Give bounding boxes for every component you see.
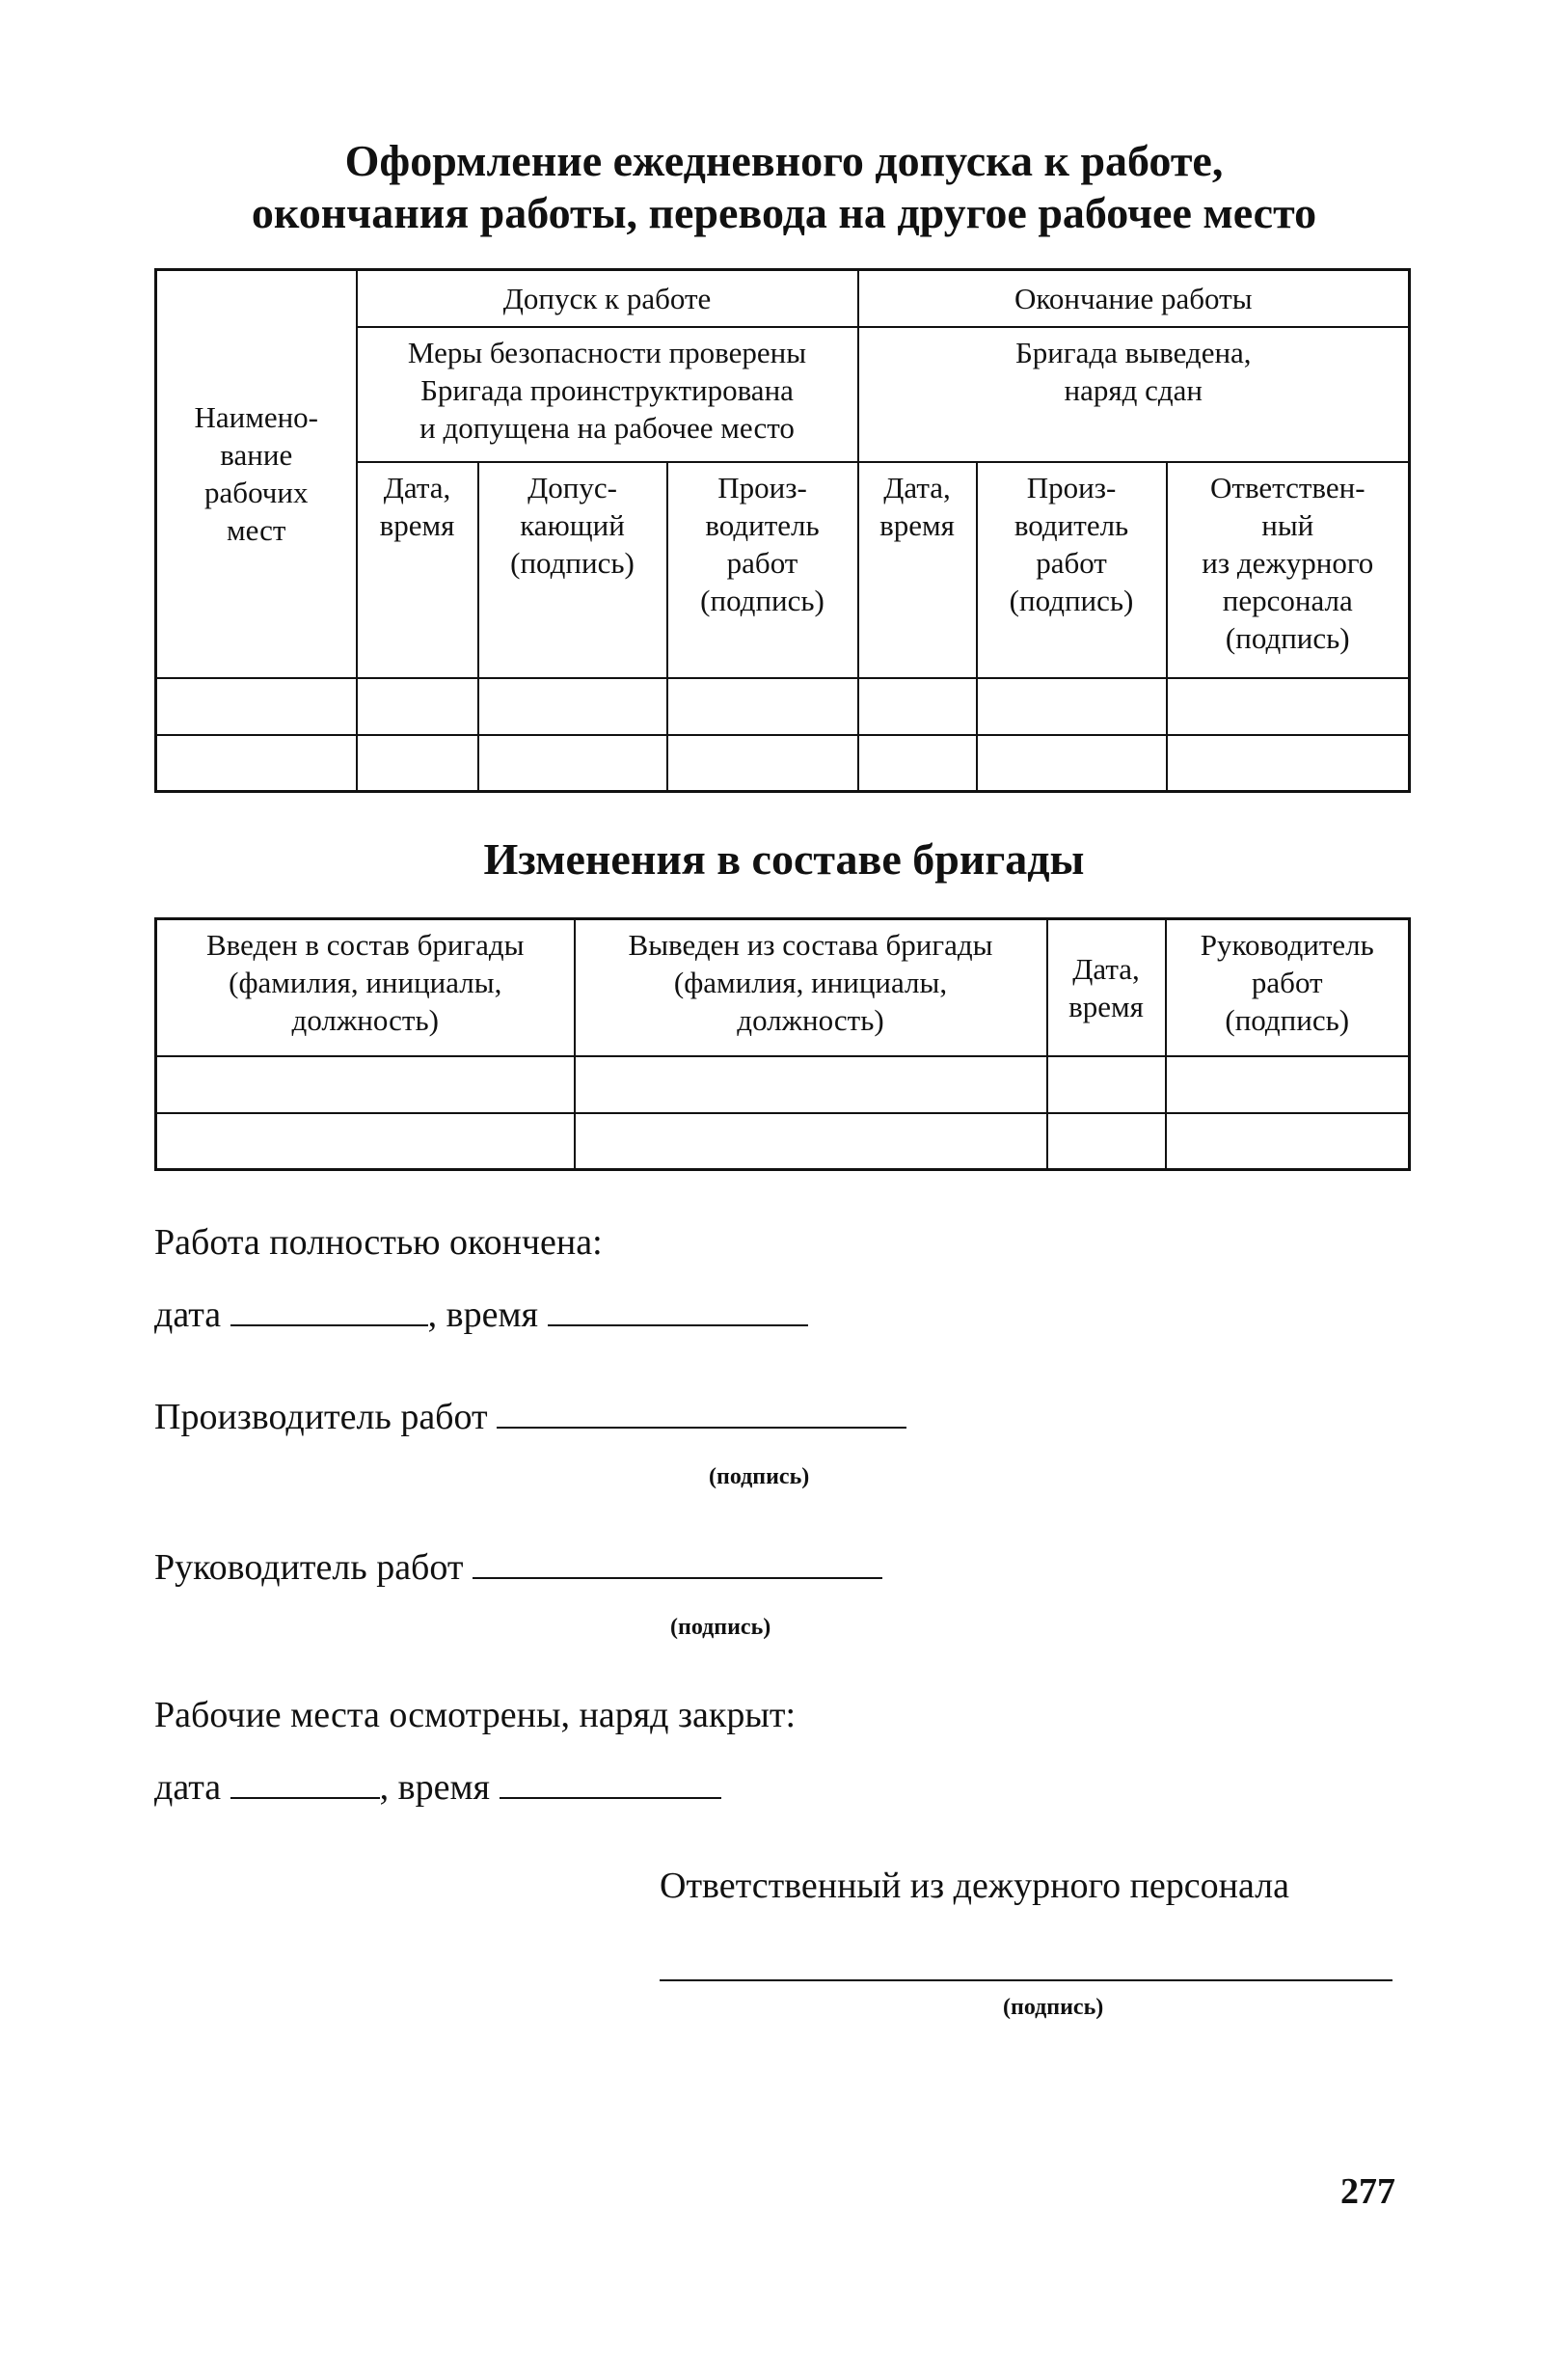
- cell[interactable]: [977, 678, 1167, 735]
- cell[interactable]: [667, 735, 858, 792]
- admission-table: [154, 268, 1411, 793]
- header-date-2: Дата, время: [858, 462, 977, 678]
- foreman-signature-caption: (подпись): [709, 1464, 810, 1489]
- page-number: 277: [1340, 2171, 1395, 2212]
- cell[interactable]: [1167, 678, 1410, 735]
- cell[interactable]: [667, 678, 858, 735]
- cell[interactable]: [156, 1056, 575, 1113]
- manager-signature-blank[interactable]: [473, 1576, 882, 1579]
- cell[interactable]: [156, 1113, 575, 1170]
- table-row: [156, 1056, 1410, 1113]
- header-foreman-2: Произ- водитель работ (подпись): [977, 462, 1167, 678]
- cell[interactable]: [858, 678, 977, 735]
- cell[interactable]: [977, 735, 1167, 792]
- title-line-2: окончания работы, перевода на другое рабочее место: [251, 188, 1317, 237]
- cell[interactable]: [1166, 1113, 1410, 1170]
- header-manager: Руководитель работ (подпись): [1166, 919, 1410, 1056]
- foreman-signature-blank[interactable]: [497, 1426, 906, 1429]
- cell[interactable]: [478, 735, 667, 792]
- brigade-changes-table: [154, 917, 1411, 1171]
- date-label-2: дата: [154, 1767, 222, 1808]
- cell[interactable]: [1166, 1056, 1410, 1113]
- section-title-brigade-changes: Изменения в составе бригады: [483, 834, 1085, 884]
- manager-signature-caption: (подпись): [670, 1615, 771, 1640]
- cell[interactable]: [575, 1113, 1047, 1170]
- cell[interactable]: [575, 1056, 1047, 1113]
- cell[interactable]: [156, 735, 357, 792]
- date-blank-2[interactable]: [230, 1796, 380, 1799]
- header-completion: Окончание работы: [858, 270, 1410, 327]
- work-done-label: Работа полностью окончена:: [154, 1222, 603, 1263]
- manager-label: Руководитель работ: [154, 1547, 464, 1588]
- cell[interactable]: [1047, 1056, 1166, 1113]
- foreman-line: [154, 1395, 906, 1439]
- date-label: дата: [154, 1295, 222, 1335]
- time-label-2: , время: [379, 1767, 490, 1808]
- cell[interactable]: [1167, 735, 1410, 792]
- date-time-line-1: [154, 1293, 808, 1337]
- cell[interactable]: [357, 678, 478, 735]
- foreman-label: Производитель работ: [154, 1397, 488, 1437]
- col-workplace-name: Наимено- вание рабочих мест: [156, 270, 357, 678]
- cell[interactable]: [156, 678, 357, 735]
- closed-label: Рабочие места осмотрены, наряд закрыт:: [154, 1695, 797, 1735]
- header-removed: Выведен из состава бригады (фамилия, инициалы, должность): [575, 919, 1047, 1056]
- date-time-line-2: [154, 1765, 721, 1810]
- completion-subheader: Бригада выведена, наряд сдан: [858, 327, 1410, 462]
- time-blank-2[interactable]: [500, 1796, 721, 1799]
- table-row: [156, 678, 1410, 735]
- header-admitting: Допус- кающий (подпись): [478, 462, 667, 678]
- cell[interactable]: [1047, 1113, 1166, 1170]
- responsible-signature-caption: (подпись): [1003, 1995, 1104, 2020]
- cell[interactable]: [858, 735, 977, 792]
- table-row: [156, 735, 1410, 792]
- responsible-signature-blank[interactable]: [660, 1979, 1392, 1981]
- admission-subheader: Меры безопасности проверены Бригада проинструктирована и допущена на рабочее место: [357, 327, 858, 462]
- table-row: [156, 1113, 1410, 1170]
- header-added: Введен в состав бригады (фамилия, инициалы, должность): [156, 919, 575, 1056]
- title-line-1: Оформление ежедневного допуска к работе,: [344, 136, 1224, 185]
- cell[interactable]: [478, 678, 667, 735]
- time-label: , время: [427, 1295, 538, 1335]
- header-responsible: Ответствен- ный из дежурного персонала (подпись): [1167, 462, 1410, 678]
- manager-line: [154, 1545, 882, 1590]
- header-admission: Допуск к работе: [357, 270, 858, 327]
- header-date-1: Дата, время: [357, 462, 478, 678]
- cell[interactable]: [357, 735, 478, 792]
- header-foreman-1: Произ- водитель работ (подпись): [667, 462, 858, 678]
- date-blank[interactable]: [230, 1323, 428, 1326]
- responsible-label: Ответственный из дежурного персонала: [660, 1866, 1290, 1906]
- time-blank[interactable]: [548, 1323, 808, 1326]
- header-datetime: Дата, время: [1047, 919, 1166, 1056]
